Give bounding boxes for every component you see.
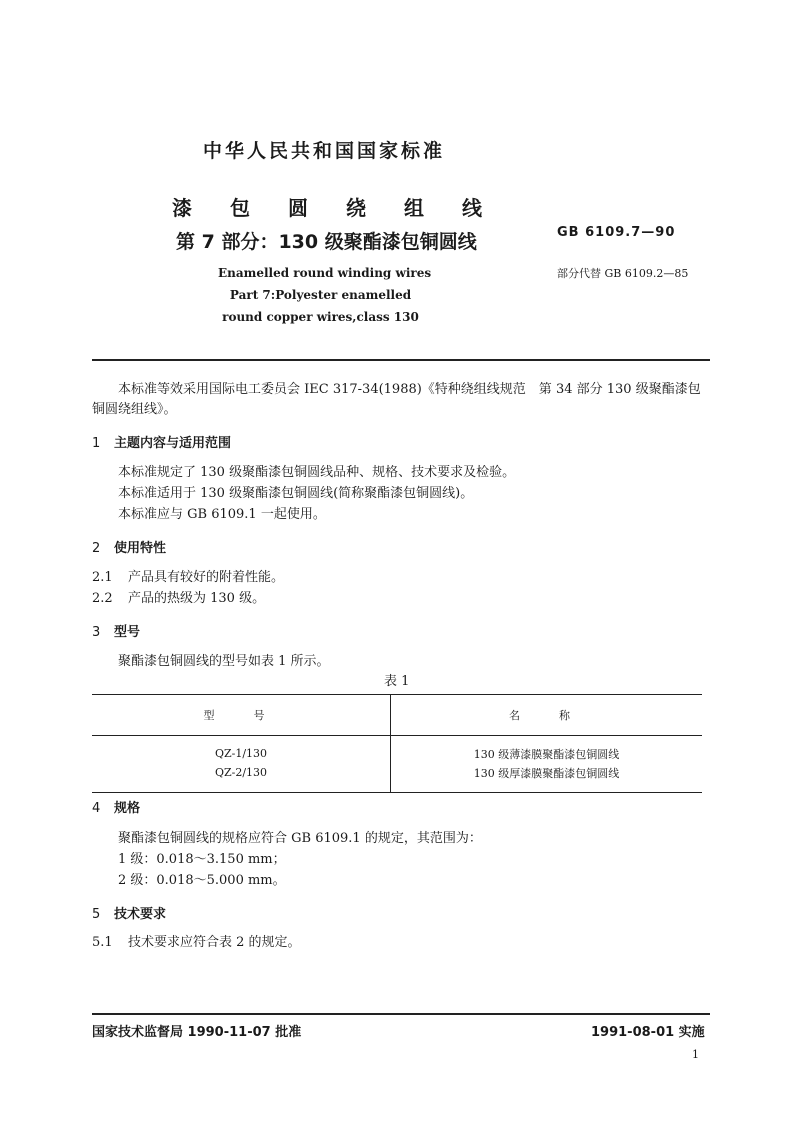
section-heading	[92, 432, 231, 451]
table-cell-name: 130 级薄漆膜聚酯漆包铜圆线	[473, 747, 620, 761]
clause-item	[92, 589, 265, 609]
section-line: 聚酯漆包铜圆线的型号如表 1 所示。	[118, 654, 330, 669]
implementation-date: 1991-08-01 实施	[591, 1025, 705, 1040]
section-heading	[92, 537, 166, 556]
clause-text: 产品的热级为 130 级。	[128, 591, 266, 606]
clause-item	[92, 568, 284, 588]
title-char: 绕	[346, 196, 366, 220]
clause-number: 2.1	[92, 570, 113, 585]
clause-text: 技术要求应符合表 2 的规定。	[128, 935, 301, 950]
section-heading	[92, 903, 166, 922]
approval-date: 国家技术监督局 1990-11-07 批准	[92, 1025, 302, 1040]
intro-line: 铜圆绕组线》。	[92, 402, 177, 417]
section-line: 聚酯漆包铜圆线的规格应符合 GB 6109.1 的规定，其范围为：	[118, 831, 482, 846]
intro-line: 本标准等效采用国际电工委员会 IEC 317-34(1988)《特种绕组线规范 第 34 部分 130 级聚酯漆包	[118, 382, 701, 397]
replaces-note: 部分代替 GB 6109.2—85	[557, 267, 689, 280]
footer-divider	[92, 1013, 710, 1015]
section-heading	[92, 797, 140, 816]
standard-subtitle: 第 7 部分：130 级聚酯漆包铜圆线	[176, 231, 477, 253]
section-title: 型号	[114, 625, 141, 640]
section-title: 使用特性	[114, 541, 167, 556]
national-standard-title: 中华人民共和国国家标准	[203, 140, 446, 162]
title-char: 包	[230, 196, 250, 220]
section-title: 技术要求	[114, 907, 167, 922]
section-heading	[92, 621, 140, 640]
title-char: 线	[462, 196, 482, 220]
section-number: 2	[92, 541, 101, 556]
clause-item	[92, 933, 301, 953]
title-char: 组	[404, 196, 424, 220]
section-title: 主题内容与适用范围	[114, 436, 232, 451]
table-header-model: 型 号	[92, 695, 391, 736]
section-title: 规格	[114, 801, 141, 816]
table-cell-model: QZ-2/130	[92, 763, 391, 793]
english-title-line: round copper wires,class 130	[222, 310, 419, 324]
clause-number: 2.2	[92, 591, 113, 606]
section-line: 1 级：0.018～3.150 mm；	[118, 852, 286, 867]
table-row	[92, 763, 702, 793]
section-number: 4	[92, 801, 101, 816]
section-number: 5	[92, 907, 101, 922]
section-line: 本标准适用于 130 级聚酯漆包铜圆线(简称聚酯漆包铜圆线)。	[118, 486, 474, 501]
title-char: 圆	[288, 196, 308, 220]
clause-number: 5.1	[92, 935, 113, 950]
section-line: 本标准规定了 130 级聚酯漆包铜圆线品种、规格、技术要求及检验。	[118, 465, 516, 480]
english-title-line: Enamelled round winding wires	[218, 266, 432, 280]
standard-number: GB 6109.7—90	[557, 225, 676, 240]
table-header-row	[92, 695, 702, 736]
section-number: 1	[92, 436, 101, 451]
table-cell-model: QZ-1/130	[92, 736, 391, 764]
section-line: 2 级：0.018～5.000 mm。	[118, 873, 286, 888]
english-title-line: Part 7:Polyester enamelled	[229, 288, 412, 302]
clause-text: 产品具有较好的附着性能。	[128, 570, 285, 585]
header-divider	[92, 359, 710, 361]
table-cell-name: 130 级厚漆膜聚酯漆包铜圆线	[391, 763, 703, 793]
section-number: 3	[92, 625, 101, 640]
page-number: 1	[692, 1048, 699, 1061]
section-line: 本标准应与 GB 6109.1 一起使用。	[118, 507, 326, 522]
table-header-name: 名 称	[509, 709, 584, 722]
table-caption: 表 1	[384, 674, 410, 689]
title-char: 漆	[172, 196, 192, 220]
model-table	[92, 694, 702, 793]
standard-title	[172, 192, 520, 221]
table-row	[92, 736, 702, 764]
